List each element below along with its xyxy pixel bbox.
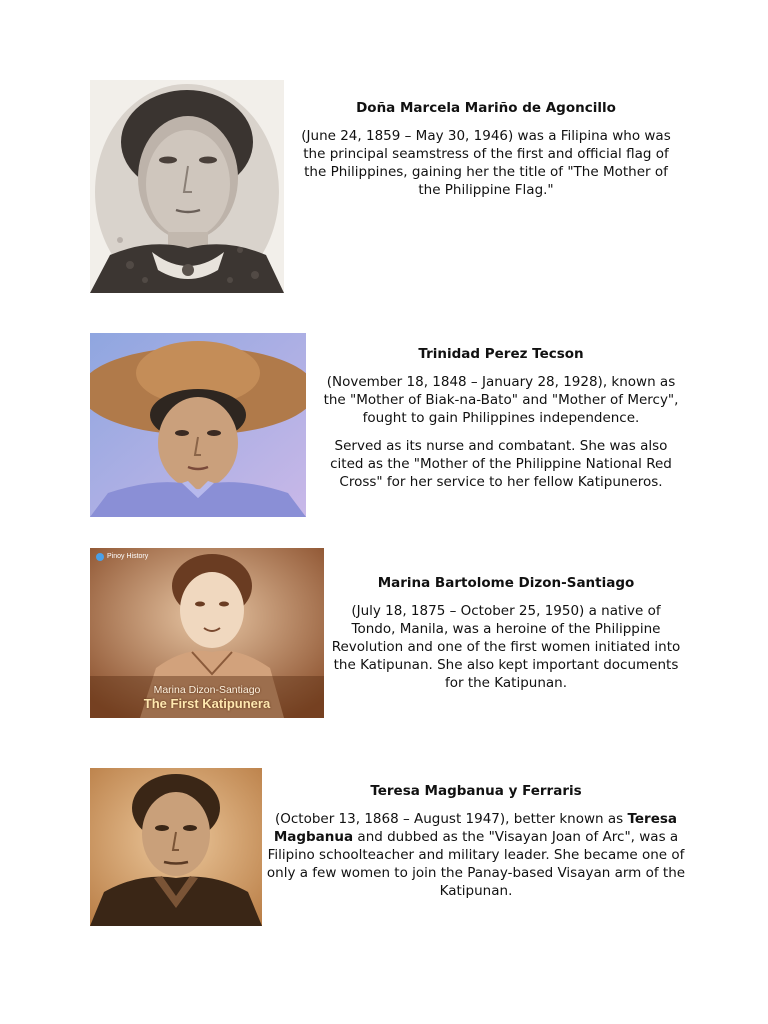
entry-name: Doña Marcela Mariño de Agoncillo [356,100,616,116]
portrait-marcela-agoncillo [90,80,284,293]
entry-paragraph: Served as its nurse and combatant. She was also cited as the "Mother of the Philippine National Red Cross" for her service to her fellow Katipuneros. [330,438,672,490]
photo-caption-name: Marina Dizon-Santiago [153,684,261,696]
entry-agoncillo-text [292,99,680,209]
paragraph-before: (October 13, 1868 – August 1947), better known as [274,811,628,827]
entry-paragraph [266,810,686,900]
entry-dizon-santiago-text [330,574,682,702]
entry-paragraph: (July 18, 1875 – October 25, 1950) a native of Tondo, Manila, was a heroine of the Philippine Revolution and one of the first women initiated into the Katipunan. She also kept important documents for the Katipunan. [331,603,681,691]
photo-caption-title: The First Katipunera [143,696,271,711]
portrait-trinidad-tecson [90,333,306,517]
entry-paragraph: (November 18, 1848 – January 28, 1928), known as the "Mother of Biak-na-Bato" and "Mother of Mercy", fought to gain Philippines independence. [323,374,679,426]
entry-magbanua-text [266,782,686,910]
entry-tecson-text [316,345,686,501]
portrait-teresa-magbanua [90,768,262,926]
entry-name: Marina Bartolome Dizon-Santiago [377,575,635,591]
photo-brand-label: Pinoy History [107,553,149,560]
entry-paragraph: (June 24, 1859 – May 30, 1946) was a Filipina who was the principal seamstress of the first and official flag of the Philippines, gaining her the title of "The Mother of the Philippine Flag." [301,128,671,198]
entry-name: Teresa Magbanua y Ferraris [370,783,582,799]
entry-name: Trinidad Perez Tecson [418,346,584,362]
portrait-marina-dizon-santiago [90,548,324,718]
paragraph-bold-name: Teresa Magbanua [273,811,678,845]
paragraph-after: and dubbed as the "Visayan Joan of Arc", was a Filipino schoolteacher and military leader. She became one of only a few women to join the Panay-based Visayan arm of the Katipunan. [266,829,686,899]
